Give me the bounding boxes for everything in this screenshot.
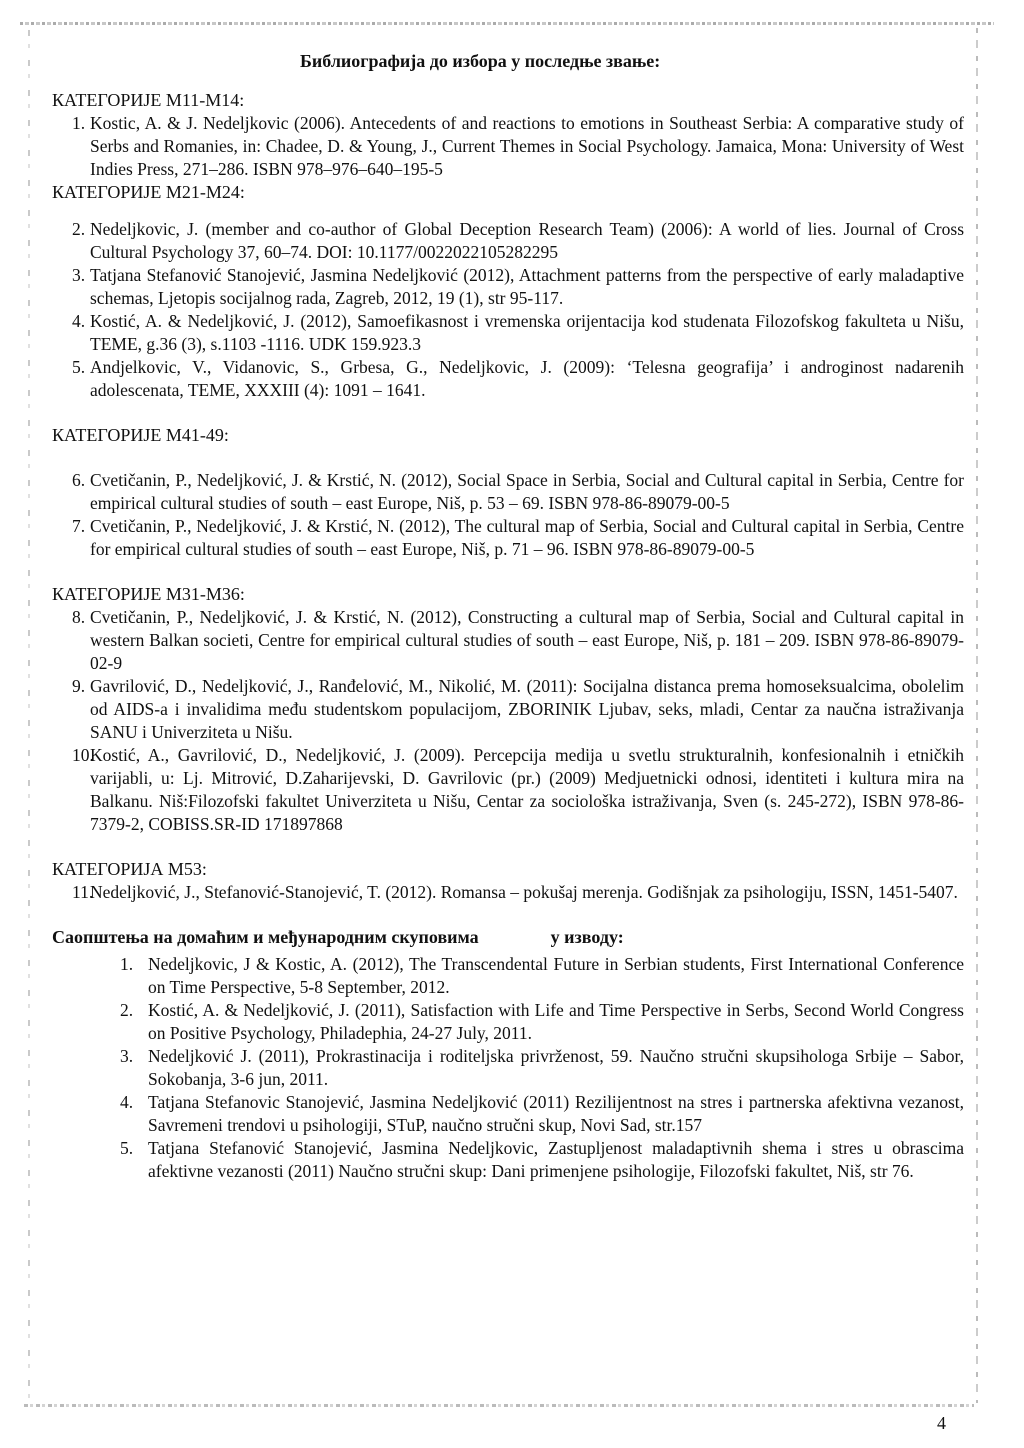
category-m11-m14 [52,89,964,181]
category-m21-m24 [52,181,964,402]
conference-item: 2. Kostić, A. & Nedeljković, J. (2011), Satisfaction with Life and Time Perspective in Serbs, Second World Congress on Positive Psychology, Philadephia, 24-27 July, 2011. [120,1000,964,1043]
scan-border-left [28,30,30,1400]
scan-border-right [976,28,978,1403]
bibliography-item: 3. Tatjana Stefanović Stanojević, Jasmina Nedeljković (2012), Attachment patterns from the perspective of early maladaptive schemas, Ljetopis socijalnog rada, Zagreb, 2012, 19 (1), str 95-117. [72,265,964,308]
bibliography-item: 2. Nedeljkovic, J. (member and co-author of Global Deception Research Team) (2006): A world of lies. Journal of Cross Cultural Psychology 37, 60–74. DOI: 10.1177/0022022105282295 [72,219,964,262]
bibliography-item: 9. Gavrilović, D., Nedeljković, J., Ranđelović, M., Nikolić, M. (2011): Socijalna distanca prema homoseksualcima, obolelim od AIDS-a i invalidima među studentskom populacijom, ZBORINIK Ljubav, seks, mladi, Centar za naučna istraživanja SANU i Univerziteta u Nišu. [72,676,964,742]
bibliography-item: 11. Nedeljković, J., Stefanović-Stanojević, T. (2012). Romansa – pokušaj merenja. Godišnjak za psihologiju, ISSN, 1451-5407. [72,882,958,902]
category-m41-49 [52,424,964,561]
scan-border-bottom [24,1404,974,1407]
conference-item: 4. Tatjana Stefanovic Stanojević, Jasmina Nedeljković (2011) Rezilijentnost na stres i partnerska afektivna vezanost, Savremeni trendovi u psihologiji, STuP, naučno stručni skup, Novi Sad, str.157 [120,1092,964,1135]
bibliography-item: 10. Kostić, A., Gavrilović, D., Nedeljković, J. (2009). Percepcija medija u svetlu strukturalnih, konfesionalnih i etničkih varijabli, u: Lj. Mitrović, D.Zaharijevski, D. Gavrilovic (pr.) (2009) Medjuetnicki odnosi, identiteti i kultura mira na Balkanu. Niš:Filozofski fakultet Univerziteta u Nišu, Centar za sociološka istraživanja, Sven (s. 245-272), ISBN 978-86-7379-2, COBISS.SR-ID 171897868 [72,745,964,834]
bibliography-item: 8. Cvetičanin, P., Nedeljković, J. & Krstić, N. (2012), Constructing a cultural map of Serbia, Social and Cultural capital in western Balkan societi, Centre for empirical cultural studies of south – east Europe, Niš, p. 181 – 209. ISBN 978-86-89079-02-9 [72,607,964,673]
category-heading: КАТЕГОРИЈЕ М21-М24: [52,182,245,202]
page-title: Библиографија до избора у последње звање: [300,51,661,71]
document-body [52,50,964,1183]
scan-border-top [20,22,994,25]
category-heading: КАТЕГОРИЈЕ М41-49: [52,425,229,445]
conference-item: 3. Nedeljković J. (2011), Prokrastinacija i roditeljska privrženost, 59. Naučno stručni skupsihologa Srbije – Sabor, Sokobanja, 3-6 jun, 2011. [120,1046,964,1089]
category-m53 [52,858,964,904]
bibliography-item: 6. Cvetičanin, P., Nedeljković, J. & Krstić, N. (2012), Social Space in Serbia, Social and Cultural capital in Serbia, Centre for empirical cultural studies of south – east Europe, Niš, p. 53 – 69. ISBN 978-86-89079-00-5 [72,470,964,513]
category-heading: КАТЕГОРИЈА М53: [52,859,207,879]
page-number: 4 [937,1413,946,1433]
bibliography-item: 7. Cvetičanin, P., Nedeljković, J. & Krstić, N. (2012), The cultural map of Serbia, Social and Cultural capital in Serbia, Centre for empirical cultural studies of south – east Europe, Niš, p. 71 – 96. ISBN 978-86-89079-00-5 [72,516,964,559]
bibliography-item: 1. Kostic, A. & J. Nedeljkovic (2006). Antecedents of and reactions to emotions in Southeast Serbia: A comparative study of Serbs and Romanies, in: Chadee, D. & Young, J., Current Themes in Social Psychology. Jamaica, Mona: University of West Indies Press, 271–286. ISBN 978–976–640–195-5 [72,113,964,179]
bibliography-item: 4. Kostić, A. & Nedeljković, J. (2012), Samoefikasnost i vremenska orijentacija kod studenata Filozofskog fakulteta u Nišu, TEME, g.36 (3), s.1103 -1116. UDK 159.923.3 [72,311,964,354]
conference-item: 1. Nedeljkovic, J & Kostic, A. (2012), The Transcendental Future in Serbian students, First International Conference on Time Perspective, 5-8 September, 2012. [120,954,964,997]
category-m31-m36 [52,583,964,836]
bibliography-item: 5. Andjelkovic, V., Vidanovic, S., Grbesa, G., Nedeljkovic, J. (2009): ‘Telesna geografija’ i androginost nadarenih adolescenata, TEME, XXXIII (4): 1091 – 1641. [72,357,964,400]
conference-item: 5. Tatjana Stefanović Stanojević, Jasmina Nedeljkovic, Zastupljenost maladaptivnih shema i stres u obrascima afektivne vezanosti (2011) Naučno stručni skup: Dani primenjene psihologije, Filozofski fakultet, Niš, str 76. [120,1138,964,1181]
category-heading: КАТЕГОРИЈЕ М31-М36: [52,584,245,604]
conference-section [52,926,964,1183]
category-heading: КАТЕГОРИЈЕ М11-М14: [52,90,245,110]
conference-heading: Саопштења на домаћим и међународним скуповима у изводу: [52,927,624,947]
